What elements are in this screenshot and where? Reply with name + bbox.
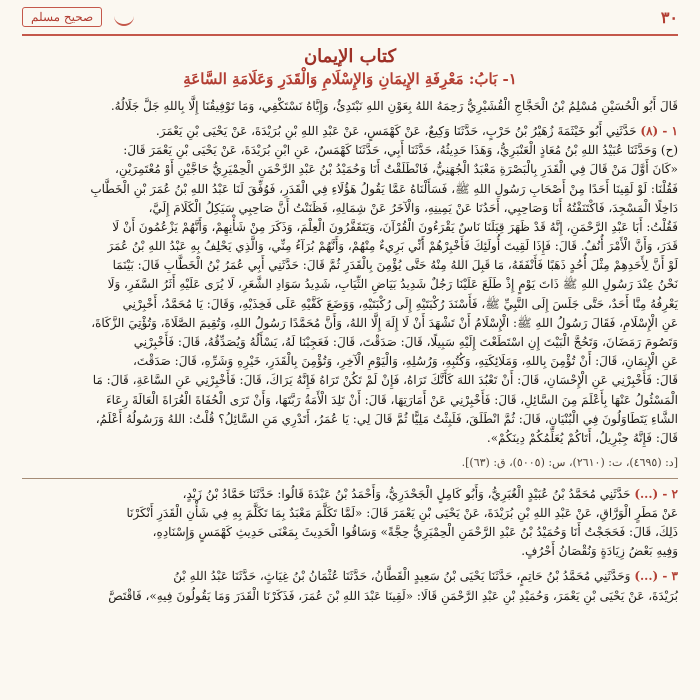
running-title: صحيح مسلم [22, 7, 102, 27]
intro-paragraph [22, 97, 678, 116]
page-number: ٣٠ [660, 7, 678, 27]
intro-text: قَالَ أَبُو الْحُسَيْنِ مُسْلِمُ بْنُ الْحَجَّاجِ الْقُشَيْرِيُّ رَحِمَهُ اللهُ بِعَوْنِ اللهِ نَبْتَدِئُ، وَإِيَّاهُ نَسْتَكْفِي، وَمَا تَوْفِيقُنَا إِلَّا بِاللهِ جَلَّ جَلَالُهُ. [110, 98, 678, 113]
hadith-2-line: حَدَّثَنِي مُحَمَّدُ بْنُ عُبَيْدٍ الْغُبَرِيُّ، وَأَبُو كَامِلٍ الْجَحْدَرِيُّ، وَأَحْمَدُ بْنُ عَبْدَةَ قَالُوا: حَدَّثَنَا حَمَّادُ بْنُ زَيْدٍ، [182, 486, 631, 501]
hadith-1-line: عَنِ الْإِسْلَامِ، فَقَالَ رَسُولُ اللهِ ﷺ: الْإِسْلَامُ أَنْ تَشْهَدَ أَنْ لَا إِلَهَ إِلَّا اللهُ، وَأَنَّ مُحَمَّدًا رَسُولُ اللهِ، وَتُقِيمَ الصَّلَاةَ، وَتُؤْتِيَ الزَّكَاةَ، [91, 315, 678, 330]
hadith-1-line: يَعْرِفُهُ مِنَّا أَحَدٌ، حَتَّى جَلَسَ إِلَى النَّبِيِّ ﷺ، فَأَسْنَدَ رُكْبَتَيْهِ إِلَى رُكْبَتَيْهِ، وَوَضَعَ كَفَّيْهِ عَلَى فَخِذَيْهِ، وَقَالَ: يَا مُحَمَّدُ، أَخْبِرْنِي [122, 296, 678, 311]
hadith-1-line: نَحْنُ عِنْدَ رَسُولِ اللهِ ﷺ ذَاتَ يَوْمٍ إِذْ طَلَعَ عَلَيْنَا رَجُلٌ شَدِيدُ بَيَاضِ الثِّيَابِ، شَدِيدُ سَوَادِ الشَّعَرِ، لَا يُرَى عَلَيْهِ أَثَرُ السَّفَرِ، وَلَا [107, 277, 678, 292]
hadith-3-paragraph [22, 567, 678, 605]
hadith-1-reference: ١ - (٨) [640, 123, 678, 138]
hadith-1-reference-note: [د: (٤٦٩٥)، ت: (٢٦١٠)، س: (٥٠٠٥)، ق: (٦٣)]. [461, 456, 678, 470]
header-ornament [114, 16, 134, 26]
hadith-2-line: عَنْ مَطَرٍ الْوَرَّاقِ، عَنْ عَبْدِ اللهِ بْنِ بُرَيْدَةَ، عَنْ يَحْيَى بْنِ يَعْمَرَ قَالَ: «لَمَّا تَكَلَّمَ مَعْبَدٌ بِمَا تَكَلَّمَ بِهِ فِي شَأْنِ الْقَدَرِ أَنْكَرْنَا [126, 505, 678, 520]
hadith-1-line: لَوْ أَنَّ لِأَحَدِهِمْ مِثْلَ أُحُدٍ ذَهَبًا فَأَنْفَقَهُ، مَا قَبِلَ اللهُ مِنْهُ حَتَّى يُؤْمِنَ بِالْقَدَرِ ثُمَّ قَالَ: حَدَّثَنِي أَبِي عُمَرُ بْنُ الْخَطَّابِ قَالَ: بَيْنَمَا [112, 258, 678, 273]
hadith-1-paragraph [22, 122, 678, 448]
hadith-1-line: (ح) وَحَدَّثَنَا عُبَيْدُ اللهِ بْنُ مُعَاذٍ الْعَنْبَرِيُّ، وَهَذَا حَدِيثُهُ، حَدَّثَنَا أَبِي، حَدَّثَنَا كَهْمَسٌ، عَنِ ابْنِ بُرَيْدَةَ، عَنْ يَحْيَى بْنِ يَعْمَرَ قَالَ: [123, 143, 678, 158]
book-title: كتاب الإيمان [303, 46, 397, 67]
main-text [22, 97, 678, 606]
hadith-1-line: عَنِ الْإِيمَانِ، قَالَ: أَنْ تُؤْمِنَ بِاللهِ، وَمَلَائِكَتِهِ، وَكُتُبِهِ، وَرُسُلِهِ، وَالْيَوْمِ الْآخِرِ، وَتُؤْمِنَ بِالْقَدَرِ، خَيْرِهِ وَشَرِّهِ، قَالَ: صَدَقْتَ، [132, 354, 678, 369]
hadith-1-line: قَدَرَ، وَأَنَّ الْأَمْرَ أُنُفٌ. قَالَ: فَإِذَا لَقِيتَ أُولَئِكَ فَأَخْبِرْهُمْ أَنِّي بَرِيءٌ مِنْهُمْ، وَأَنَّهُمْ بُرَآءُ مِنِّي، وَالَّذِي يَحْلِفُ بِهِ عَبْدُ اللهِ بْنُ عُمَرَ [107, 239, 678, 254]
hadith-2-line: وَفِيهِ بَعْضُ زِيَادَةٍ وَنُقْصَانُ أَحْرُفٍ. [521, 544, 678, 559]
page-header [22, 0, 678, 36]
hadith-3-line: وَحَدَّثَنِي مُحَمَّدُ بْنُ حَاتِمٍ، حَدَّثَنَا يَحْيَى بْنُ سَعِيدٍ الْقَطَّانُ، حَدَّثَنَا عُثْمَانُ بْنُ غِيَاثٍ، حَدَّثَنَا عَبْدُ اللهِ بْنُ [173, 569, 631, 584]
hadith-1-line: فَقُلْنَا: لَوْ لَقِينَا أَحَدًا مِنْ أَصْحَابِ رَسُولِ اللهِ ﷺ، فَسَأَلْنَاهُ عَمَّا يَقُولُ هَؤُلَاءِ فِي الْقَدَرِ، فَوُفِّقَ لَنَا عَبْدُ اللهِ بْنُ عُمَرَ بْنِ الْخَطَّابِ [90, 181, 678, 196]
hadith-1-line: قَالَ: فَأَخْبِرْنِي عَنِ الْإِحْسَانِ، قَالَ: أَنْ تَعْبُدَ اللهَ كَأَنَّكَ تَرَاهُ، فَإِنْ لَمْ تَكُنْ تَرَاهُ فَإِنَّهُ يَرَاكَ، قَالَ: فَأَخْبِرْنِي عَنِ السَّاعَةِ، قَالَ: مَا [92, 373, 678, 388]
hadith-1-line: قَالَ: فَإِنَّهُ جِبْرِيلُ، أَتَاكُمْ يُعَلِّمُكُمْ دِينَكُمْ». [486, 430, 678, 445]
hadith-1-line: حَدَّثَنِي أَبُو خَيْثَمَةَ زُهَيْرُ بْنُ حَرْبٍ، حَدَّثَنَا وَكِيعٌ، عَنْ كَهْمَسٍ، عَنْ عَبْدِ اللهِ بْنِ بُرَيْدَةَ، عَنْ يَحْيَى بْنِ يَعْمَرَ. [155, 123, 637, 138]
section-divider [22, 478, 678, 479]
title-block [22, 46, 678, 89]
hadith-3-reference: ٣ - (...) [634, 569, 678, 584]
hadith-1-line: الشَّاءِ يَتَطَاوَلُونَ فِي الْبُنْيَانِ، قَالَ: ثُمَّ انْطَلَقَ، فَلَبِثْتُ مَلِيًّا ثُمَّ قَالَ لِي: يَا عُمَرُ، أَتَدْرِي مَنِ السَّائِلُ؟ قُلْتُ: اللهُ وَرَسُولُهُ أَعْلَمُ، [95, 411, 678, 426]
hadith-1-line: الْمَسْئُولُ عَنْهَا بِأَعْلَمَ مِنَ السَّائِلِ، قَالَ: فَأَخْبِرْنِي عَنْ أَمَارَتِهَا، قَالَ: أَنْ تَلِدَ الْأَمَةُ رَبَّتَهَا، وَأَنْ تَرَى الْحُفَاةَ الْعُرَاةَ الْعَالَةَ رِعَاءَ [105, 392, 678, 407]
hadith-1-line: دَاخِلًا الْمَسْجِدَ، فَاكْتَنَفْتُهُ أَنَا وَصَاحِبِي، أَحَدُنَا عَنْ يَمِينِهِ، وَالْآخَرُ عَنْ شِمَالِهِ، فَظَنَنْتُ أَنَّ صَاحِبِي سَيَكِلُ الْكَلَامَ إِلَيَّ، [148, 200, 678, 215]
chapter-title: ١- بَابُ: مَعْرِفَةِ الإِيمَانِ وَالإِسْلَامِ وَالْقَدَرِ وَعَلَامَةِ السَّاعَةِ [183, 69, 517, 88]
hadith-1-line: وَتَصُومَ رَمَضَانَ، وَتَحُجَّ الْبَيْتَ إِنِ اسْتَطَعْتَ إِلَيْهِ سَبِيلًا، قَالَ: صَدَقْتَ، قَالَ: فَعَجِبْنَا لَهُ، يَسْأَلُهُ وَيُصَدِّقُهُ، قَالَ: فَأَخْبِرْنِي [133, 335, 678, 349]
hadith-1-line: فَقُلْتُ: أَبَا عَبْدِ الرَّحْمَنِ، إِنَّهُ قَدْ ظَهَرَ قِبَلَنَا نَاسٌ يَقْرَءُونَ الْقُرْآنَ، وَيَتَقَفَّرُونَ الْعِلْمَ، وَذَكَرَ مِنْ شَأْنِهِمْ، وَأَنَّهُمْ يَزْعُمُونَ أَنْ لَا [112, 219, 678, 234]
hadith-3-line: بُرَيْدَةَ، عَنْ يَحْيَى بْنِ يَعْمَرَ، وَحُمَيْدِ بْنِ عَبْدِ الرَّحْمَنِ قَالَا: «لَقِينَا عَبْدَ اللهِ بْنَ عُمَرَ، فَذَكَرْنَا الْقَدَرَ وَمَا يَقُولُونَ فِيهِ»، فَاقْتَصَّ [108, 588, 678, 603]
hadith-2-paragraph [22, 485, 678, 562]
hadith-1-line: «كَانَ أَوَّلَ مَنْ قَالَ فِي الْقَدَرِ بِالْبَصْرَةِ مَعْبَدٌ الْجُهَنِيُّ، فَانْطَلَقْتُ أَنَا وَحُمَيْدُ بْنُ عَبْدِ الرَّحْمَنِ الْحِمْيَرِيُّ حَاجَّيْنِ أَوْ مُعْتَمِرَيْنِ، [115, 162, 678, 177]
hadith-2-reference: ٢ - (...) [634, 486, 678, 501]
hadith-2-line: ذَلِكَ، قَالَ: فَحَجَجْتُ أَنَا وَحُمَيْدُ بْنُ عَبْدِ الرَّحْمَنِ الْحِمْيَرِيُّ حِجَّةً» وَسَاقُوا الْحَدِيثَ بِمَعْنَى حَدِيثِ كَهْمَسٍ وَإِسْنَادِهِ، [152, 525, 678, 540]
